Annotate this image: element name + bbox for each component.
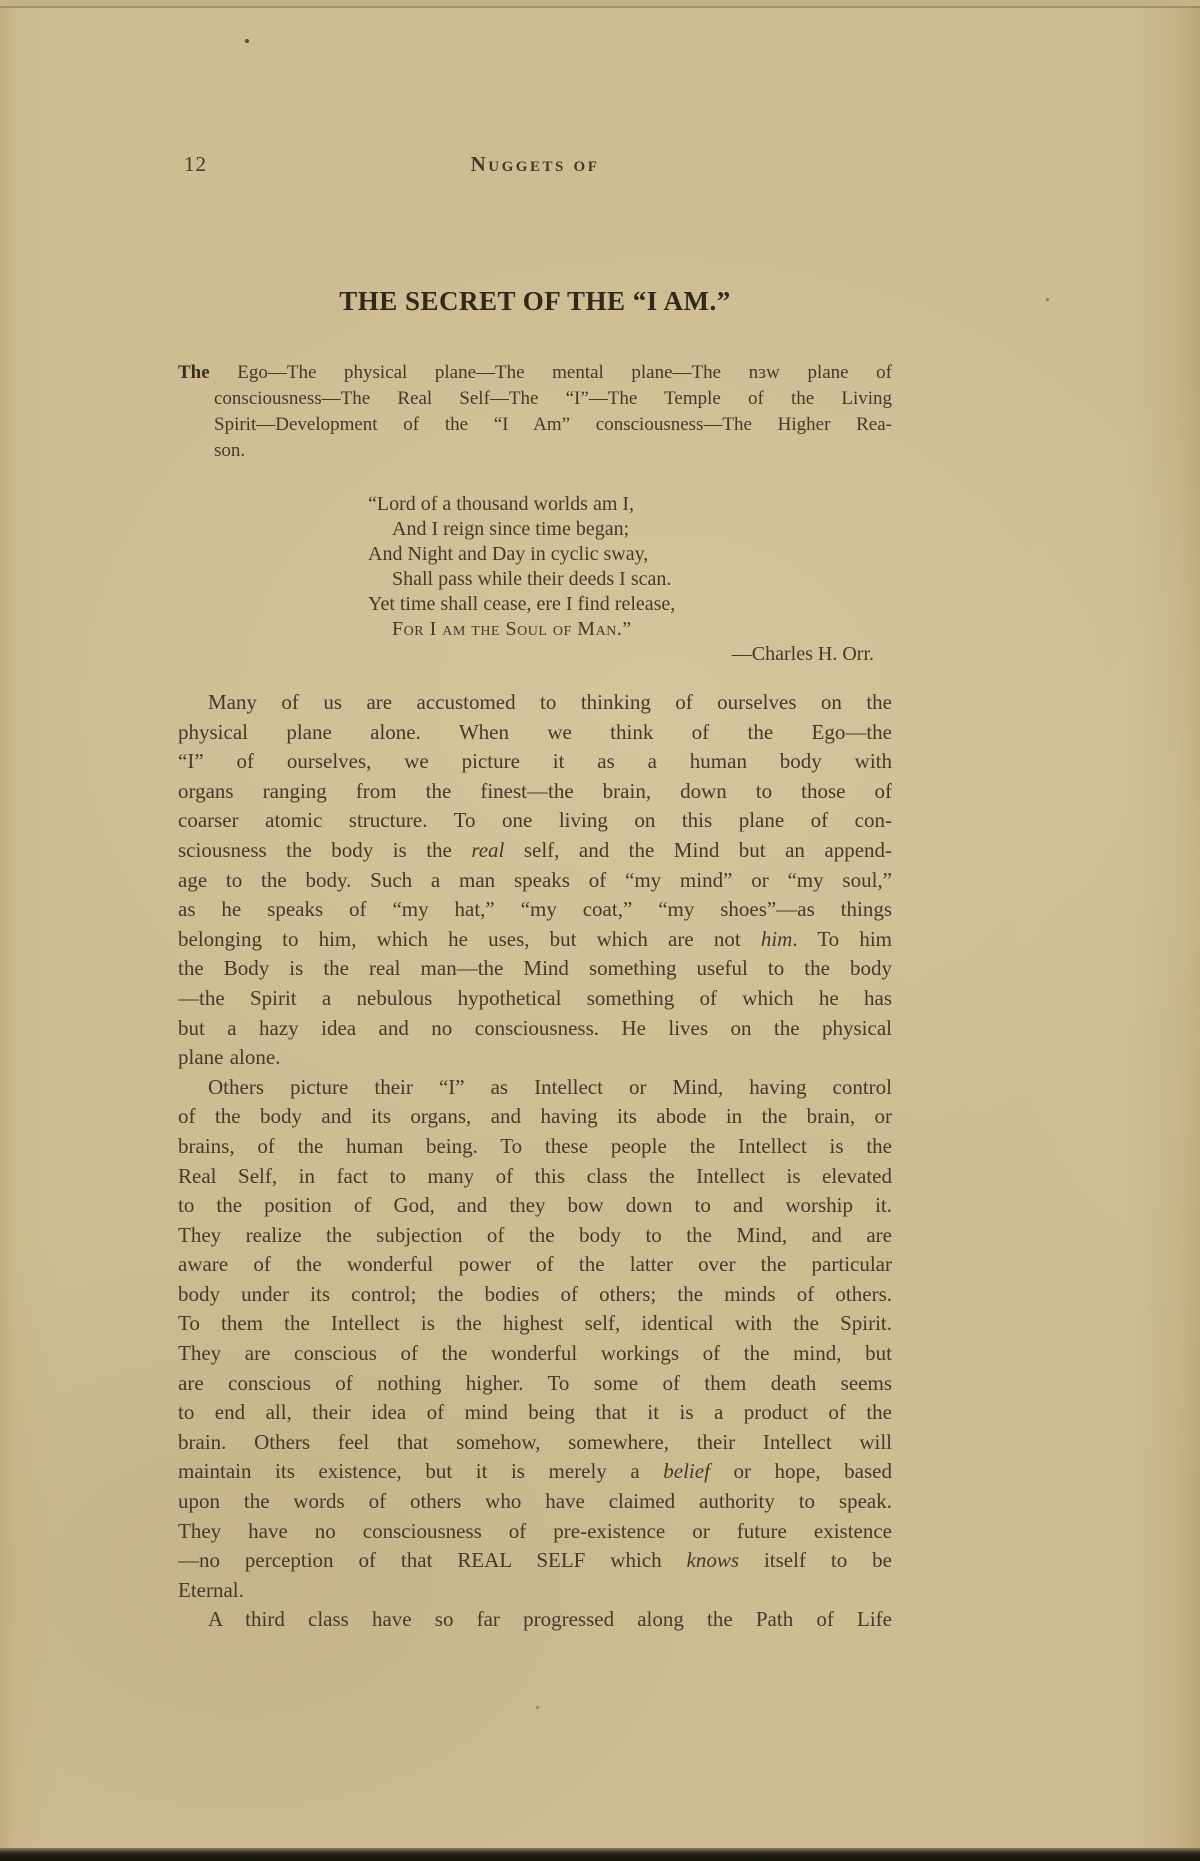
text-line: belonging to him, which he uses, but which are not him. To him	[178, 926, 892, 951]
poem-line: “Lord of a thousand worlds am I,	[368, 493, 635, 515]
page-header	[178, 152, 892, 180]
running-title: Nuggets of	[470, 152, 600, 176]
poem-line: And Night and Day in cyclic sway,	[368, 543, 649, 565]
synopsis-line: Spirit—Development of the “I Am” consciousness—The Higher Rea-	[214, 414, 892, 435]
text-line: the Body is the real man—the Mind something useful to the body	[178, 956, 892, 981]
text-line: A third class have so far progressed along the Path of Life	[208, 1607, 892, 1632]
poem-line: Shall pass while their deeds I scan.	[392, 568, 672, 590]
text-line: brains, of the human being. To these people the Intellect is the	[178, 1133, 892, 1158]
text-line: as he speaks of “my hat,” “my coat,” “my shoes”—as things	[178, 897, 892, 922]
poem-attribution: —Charles H. Orr.	[731, 643, 874, 665]
text-line: brain. Others feel that somehow, somewhere, their Intellect will	[178, 1429, 892, 1454]
text-line: to end all, their idea of mind being that it is a product of the	[178, 1400, 892, 1425]
text-line: plane alone.	[178, 1045, 281, 1070]
synopsis-line: The Ego—The physical plane—The mental plane—The nɜw plane of	[178, 362, 892, 383]
text-line: —no perception of that REAL SELF which knows itself to be	[178, 1548, 892, 1573]
epigraph-poem	[178, 492, 892, 667]
paper-speck	[245, 39, 249, 43]
text-line: but a hazy idea and no consciousness. He lives on the physical	[178, 1015, 892, 1040]
text-line: of the body and its organs, and having its abode in the brain, or	[178, 1104, 892, 1129]
paper-speck	[536, 1706, 539, 1709]
poem-line: For I am the Soul of Man.”	[392, 618, 632, 640]
text-line: Real Self, in fact to many of this class the Intellect is elevated	[178, 1163, 892, 1188]
text-line: aware of the wonderful power of the latter over the particular	[178, 1252, 892, 1277]
text-line: are conscious of nothing higher. To some of them death seems	[178, 1370, 892, 1395]
synopsis-line: consciousness—The Real Self—The “I”—The Temple of the Living	[214, 388, 892, 409]
body-text	[178, 688, 892, 1635]
text-line: to the position of God, and they bow down to and worship it.	[178, 1193, 892, 1218]
text-line: coarser atomic structure. To one living on this plane of con-	[178, 808, 892, 833]
text-line: Many of us are accustomed to thinking of ourselves on the	[208, 690, 892, 714]
poem-line: And I reign since time began;	[392, 518, 630, 540]
text-line: —the Spirit a nebulous hypothetical something of which he has	[178, 985, 892, 1010]
paragraph	[178, 1605, 892, 1635]
text-line: sciousness the body is the real self, and the Mind but an append-	[178, 837, 893, 862]
text-line: body under its control; the bodies of others; the minds of others.	[178, 1281, 892, 1306]
page-number: 12	[184, 152, 207, 176]
text-line: Eternal.	[178, 1577, 244, 1602]
synopsis-line: son.	[214, 440, 246, 461]
text-line: To them the Intellect is the highest self, identical with the Spirit.	[178, 1311, 892, 1336]
chapter-synopsis	[178, 360, 892, 464]
text-line: They have no consciousness of pre-existence or future existence	[178, 1518, 892, 1543]
text-line: upon the words of others who have claimed authority to speak.	[178, 1489, 892, 1514]
scan-bottom-edge	[0, 1848, 1200, 1861]
text-line: Others picture their “I” as Intellect or Mind, having control	[208, 1074, 892, 1099]
text-line: They are conscious of the wonderful workings of the mind, but	[178, 1341, 892, 1366]
chapter-title: THE SECRET OF THE “I AM.”	[339, 286, 731, 316]
scan-top-edge-line	[0, 6, 1200, 8]
text-line: physical plane alone. When we think of the Ego—the	[178, 719, 892, 744]
text-line: age to the body. Such a man speaks of “my mind” or “my soul,”	[178, 867, 892, 892]
paper-speck	[1046, 298, 1049, 301]
text-line: organs ranging from the finest—the brain, down to those of	[178, 778, 892, 803]
paragraph	[178, 1073, 892, 1606]
paragraph	[178, 688, 892, 1073]
text-line: “I” of ourselves, we picture it as a human body with	[178, 749, 892, 774]
text-line: They realize the subjection of the body to the Mind, and are	[178, 1222, 892, 1247]
text-line: maintain its existence, but it is merely a belief or hope, based	[178, 1459, 892, 1484]
poem-line: Yet time shall cease, ere I find release,	[368, 593, 676, 615]
